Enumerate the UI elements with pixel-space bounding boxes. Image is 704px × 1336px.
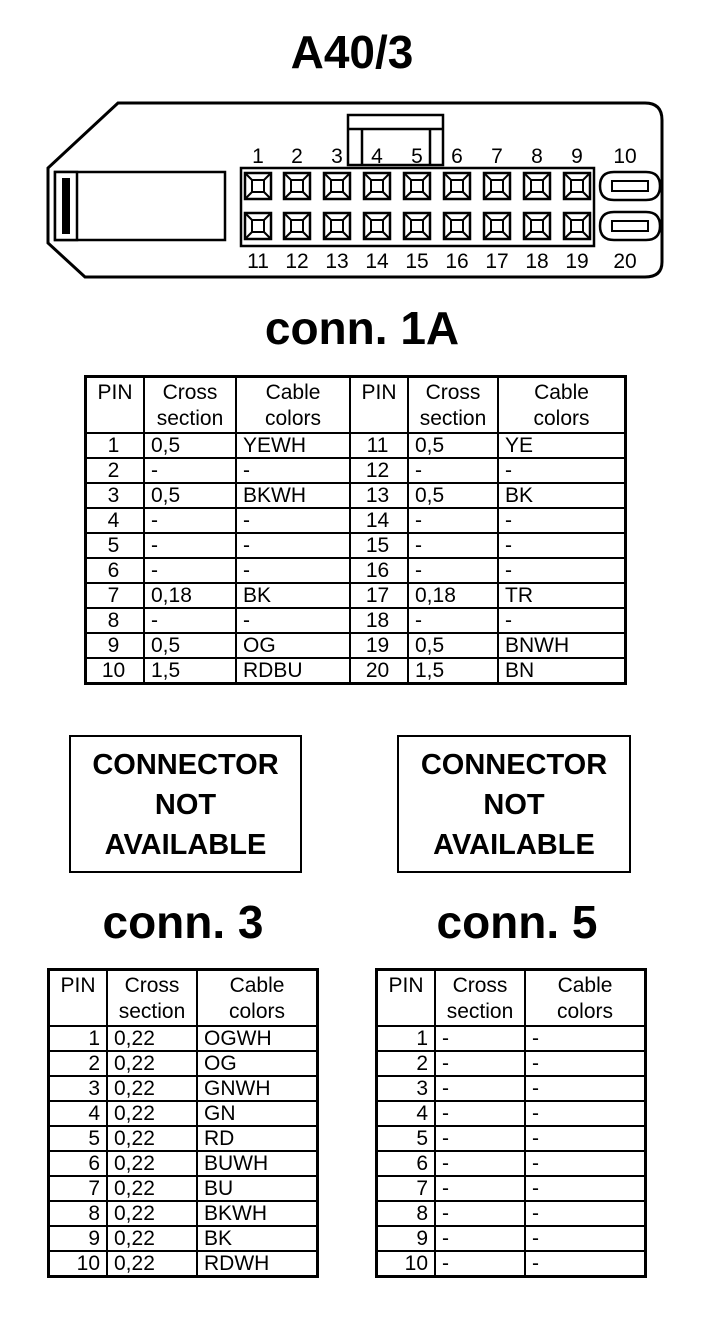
- pin-cell: 2: [86, 458, 145, 483]
- table-row: [49, 1176, 318, 1201]
- cable-color-cell: GNWH: [197, 1076, 318, 1101]
- cross-section-cell: -: [144, 558, 236, 583]
- pin-cell: 19: [350, 633, 408, 658]
- cable-color-cell: -: [498, 508, 626, 533]
- conn3-table: [47, 968, 319, 1278]
- pin-cell: 14: [350, 508, 408, 533]
- pin-cell: 16: [350, 558, 408, 583]
- cable-color-cell: TR: [498, 583, 626, 608]
- pin-cell: 4: [86, 508, 145, 533]
- table-row: [86, 608, 626, 633]
- pin-number-label: 17: [485, 250, 509, 273]
- cable-color-cell: -: [525, 1201, 646, 1226]
- pin-cell: 20: [350, 658, 408, 684]
- pin-cell: 9: [49, 1226, 108, 1251]
- pin-cell: 6: [86, 558, 145, 583]
- cross-section-cell: -: [435, 1201, 525, 1226]
- cross-section-cell: -: [144, 508, 236, 533]
- cross-section-cell: -: [408, 533, 498, 558]
- cross-section-cell: 0,5: [408, 433, 498, 458]
- colors-header-line1: Cable: [229, 974, 285, 997]
- cable-color-cell: BKWH: [197, 1201, 318, 1226]
- cable-color-cell: OGWH: [197, 1026, 318, 1051]
- colors-header-line2: colors: [556, 1000, 614, 1023]
- col-header-colors: [197, 970, 318, 1027]
- cross-section-cell: -: [408, 458, 498, 483]
- pin-cell: 2: [49, 1051, 108, 1076]
- pin-socket: [444, 213, 470, 239]
- conn5-table: [375, 968, 647, 1278]
- pin-number-label: 4: [371, 145, 383, 168]
- cross-section-cell: -: [435, 1251, 525, 1277]
- table-row: [377, 1151, 646, 1176]
- table-row: [86, 483, 626, 508]
- pin-socket: [364, 173, 390, 199]
- pin-socket: [404, 213, 430, 239]
- pin-cell: 1: [49, 1026, 108, 1051]
- pin-number-label: 1: [252, 145, 264, 168]
- cross-section-cell: -: [435, 1051, 525, 1076]
- cable-color-cell: RDWH: [197, 1251, 318, 1277]
- cross-section-cell: -: [408, 608, 498, 633]
- conn5-table-body: [377, 1026, 646, 1277]
- cable-color-cell: -: [525, 1151, 646, 1176]
- pin-cell: 6: [49, 1151, 108, 1176]
- pin-socket: [324, 213, 350, 239]
- cable-color-cell: -: [525, 1026, 646, 1051]
- cable-color-cell: -: [525, 1226, 646, 1251]
- cross-header-line2: section: [118, 1000, 186, 1023]
- cross-header-line2: section: [419, 407, 487, 430]
- pin-cell: 18: [350, 608, 408, 633]
- cross-section-cell: -: [408, 558, 498, 583]
- pin-grid: [245, 172, 660, 240]
- cable-color-cell: RDBU: [236, 658, 350, 684]
- power-pin-socket: [600, 172, 660, 200]
- cross-section-cell: -: [144, 458, 236, 483]
- cable-color-cell: -: [236, 508, 350, 533]
- table-row: [86, 633, 626, 658]
- cable-color-cell: -: [498, 608, 626, 633]
- pin-cell: 7: [377, 1176, 436, 1201]
- cross-section-cell: 0,5: [144, 433, 236, 458]
- table-row: [49, 1076, 318, 1101]
- cable-color-cell: BUWH: [197, 1151, 318, 1176]
- pin-number-label: 13: [325, 250, 349, 273]
- cross-section-cell: 0,5: [144, 633, 236, 658]
- page-title: A40/3: [290, 26, 414, 78]
- table-row: [86, 583, 626, 608]
- pin-number-label: 8: [531, 145, 543, 168]
- pin-number-label: 12: [285, 250, 309, 273]
- cross-section-cell: 1,5: [408, 658, 498, 684]
- cross-section-cell: -: [435, 1151, 525, 1176]
- cable-color-cell: YEWH: [236, 433, 350, 458]
- colors-header-line2: colors: [533, 407, 590, 430]
- pin-socket: [444, 173, 470, 199]
- cable-color-cell: -: [236, 458, 350, 483]
- pin-cell: 10: [86, 658, 145, 684]
- pin-cell: 11: [350, 433, 408, 458]
- cross-section-cell: 0,22: [107, 1101, 197, 1126]
- na-line-2: NOT: [154, 789, 217, 821]
- cross-section-cell: 0,22: [107, 1251, 197, 1277]
- na-line-1: CONNECTOR: [92, 749, 279, 781]
- pin-cell: 7: [86, 583, 145, 608]
- cross-section-cell: -: [435, 1026, 525, 1051]
- cable-color-cell: -: [525, 1051, 646, 1076]
- cable-color-cell: -: [498, 533, 626, 558]
- table-row: [49, 1251, 318, 1277]
- cable-color-cell: -: [236, 608, 350, 633]
- pin-cell: 7: [49, 1176, 108, 1201]
- na-line-3: AVAILABLE: [104, 829, 267, 861]
- col-header-pin: PIN: [86, 377, 145, 434]
- col-header-colors: [525, 970, 646, 1027]
- pin-cell: 1: [86, 433, 145, 458]
- cross-section-cell: -: [435, 1076, 525, 1101]
- pin-cell: 10: [49, 1251, 108, 1277]
- pin-number-label: 18: [525, 250, 549, 273]
- table-row: [377, 1026, 646, 1051]
- cross-section-cell: 0,22: [107, 1076, 197, 1101]
- pin-cell: 1: [377, 1026, 436, 1051]
- cable-color-cell: OG: [236, 633, 350, 658]
- pin-cell: 12: [350, 458, 408, 483]
- cross-header-line2: section: [446, 1000, 514, 1023]
- pin-cell: 3: [377, 1076, 436, 1101]
- table-row: [49, 1051, 318, 1076]
- col-header-cross: [144, 377, 236, 434]
- pin-cell: 8: [86, 608, 145, 633]
- col-header-colors: [236, 377, 350, 434]
- cross-section-cell: 0,5: [408, 483, 498, 508]
- table-row: [377, 1126, 646, 1151]
- pin-number-label: 15: [405, 250, 429, 273]
- cable-color-cell: -: [498, 458, 626, 483]
- conn3-heading: conn. 3: [102, 896, 264, 948]
- pin-socket: [284, 173, 310, 199]
- pin-cell: 2: [377, 1051, 436, 1076]
- col-header-pin: PIN: [49, 970, 108, 1027]
- table-row: [49, 1101, 318, 1126]
- pin-socket: [404, 173, 430, 199]
- cable-color-cell: BU: [197, 1176, 318, 1201]
- pin-socket: [284, 213, 310, 239]
- power-pin-socket: [600, 212, 660, 240]
- cross-section-cell: 0,18: [144, 583, 236, 608]
- cross-section-cell: 0,22: [107, 1151, 197, 1176]
- cross-section-cell: -: [144, 533, 236, 558]
- cable-color-cell: -: [525, 1126, 646, 1151]
- pin-cell: 5: [49, 1126, 108, 1151]
- cross-header-line1: Cross: [425, 381, 481, 404]
- table-row: [49, 1151, 318, 1176]
- cross-section-cell: -: [435, 1101, 525, 1126]
- pin-socket: [245, 173, 271, 199]
- cross-section-cell: 0,22: [107, 1126, 197, 1151]
- table-row: [86, 433, 626, 458]
- pin-number-label: 14: [365, 250, 389, 273]
- col-header-cross: [435, 970, 525, 1027]
- pin-cell: 3: [86, 483, 145, 508]
- pin-cell: 17: [350, 583, 408, 608]
- colors-header-line2: colors: [264, 407, 322, 430]
- cross-section-cell: 1,5: [144, 658, 236, 684]
- cross-section-cell: -: [408, 508, 498, 533]
- cross-section-cell: -: [435, 1176, 525, 1201]
- pin-cell: 9: [86, 633, 145, 658]
- pin-number-label: 5: [411, 145, 423, 168]
- pin-number-label: 20: [613, 250, 637, 273]
- pin-cell: 9: [377, 1226, 436, 1251]
- cable-color-cell: RD: [197, 1126, 318, 1151]
- na-line-3: AVAILABLE: [433, 829, 595, 861]
- table-row: [377, 1251, 646, 1277]
- table-row: [86, 458, 626, 483]
- na-line-1: CONNECTOR: [420, 749, 608, 781]
- cable-color-cell: BN: [498, 658, 626, 684]
- pin-cell: 8: [49, 1201, 108, 1226]
- cross-section-cell: 0,18: [408, 583, 498, 608]
- cross-header-line1: Cross: [124, 974, 180, 997]
- cross-section-cell: -: [435, 1226, 525, 1251]
- cross-section-cell: 0,22: [107, 1026, 197, 1051]
- pin-number-label: 3: [331, 145, 343, 168]
- colors-header-line1: Cable: [557, 974, 613, 997]
- cable-color-cell: BKWH: [236, 483, 350, 508]
- colors-header-line1: Cable: [534, 381, 589, 404]
- pin-number-label: 6: [451, 145, 463, 168]
- pin-socket: [484, 213, 510, 239]
- table-row: [49, 1126, 318, 1151]
- pin-socket: [564, 173, 590, 199]
- pin-socket: [564, 213, 590, 239]
- pin-number-label: 11: [247, 250, 269, 273]
- cross-header-line1: Cross: [452, 974, 508, 997]
- cable-color-cell: BK: [498, 483, 626, 508]
- pin-socket: [524, 173, 550, 199]
- conn1a-table-body: [86, 433, 626, 684]
- cable-color-cell: BK: [197, 1226, 318, 1251]
- conn1a-heading: conn. 1A: [264, 302, 460, 354]
- pin-socket: [364, 213, 390, 239]
- not-available-box-left: [69, 735, 302, 873]
- not-available-box-right: [397, 735, 631, 873]
- pin-cell: 3: [49, 1076, 108, 1101]
- pin-cell: 5: [86, 533, 145, 558]
- table-row: [377, 1176, 646, 1201]
- cross-header-line1: Cross: [162, 381, 218, 404]
- col-header-cross-2: [408, 377, 498, 434]
- table-row: [377, 1226, 646, 1251]
- pin-socket: [324, 173, 350, 199]
- pin-number-label: 16: [445, 250, 469, 273]
- cable-color-cell: -: [525, 1176, 646, 1201]
- table-row: [377, 1051, 646, 1076]
- conn1a-table: [84, 375, 627, 685]
- cross-header-line2: section: [156, 407, 224, 430]
- col-header-pin-2: PIN: [350, 377, 408, 434]
- pin-cell: 4: [377, 1101, 436, 1126]
- cable-color-cell: -: [498, 558, 626, 583]
- cable-color-cell: BNWH: [498, 633, 626, 658]
- colors-header-line2: colors: [228, 1000, 286, 1023]
- conn3-table-body: [49, 1026, 318, 1277]
- pin-number-label: 7: [491, 145, 503, 168]
- pin-cell: 15: [350, 533, 408, 558]
- table-row: [86, 658, 626, 684]
- col-header-colors-2: [498, 377, 626, 434]
- pin-cell: 10: [377, 1251, 436, 1277]
- table-row: [377, 1201, 646, 1226]
- cross-section-cell: 0,22: [107, 1201, 197, 1226]
- cross-section-cell: -: [435, 1126, 525, 1151]
- pin-cell: 6: [377, 1151, 436, 1176]
- cross-section-cell: 0,22: [107, 1226, 197, 1251]
- pin-number-label: 9: [571, 145, 583, 168]
- pin-number-label: 2: [291, 145, 303, 168]
- cable-color-cell: -: [236, 558, 350, 583]
- cross-section-cell: 0,22: [107, 1051, 197, 1076]
- pin-socket: [524, 213, 550, 239]
- pin-cell: 8: [377, 1201, 436, 1226]
- table-row: [86, 508, 626, 533]
- cable-color-cell: -: [525, 1076, 646, 1101]
- pin-socket: [245, 213, 271, 239]
- table-row: [86, 533, 626, 558]
- cross-section-cell: 0,22: [107, 1176, 197, 1201]
- table-row: [49, 1226, 318, 1251]
- table-row: [86, 558, 626, 583]
- pin-number-label: 10: [613, 145, 637, 168]
- cable-color-cell: -: [525, 1251, 646, 1277]
- pin-cell: 13: [350, 483, 408, 508]
- table-row: [377, 1076, 646, 1101]
- cable-color-cell: -: [236, 533, 350, 558]
- col-header-pin: PIN: [377, 970, 436, 1027]
- table-row: [377, 1101, 646, 1126]
- na-line-2: NOT: [483, 789, 545, 821]
- cable-color-cell: BK: [236, 583, 350, 608]
- cable-color-cell: YE: [498, 433, 626, 458]
- colors-header-line1: Cable: [265, 381, 321, 404]
- pin-cell: 4: [49, 1101, 108, 1126]
- pin-cell: 5: [377, 1126, 436, 1151]
- cable-color-cell: GN: [197, 1101, 318, 1126]
- conn5-heading: conn. 5: [436, 896, 598, 948]
- cable-color-cell: OG: [197, 1051, 318, 1076]
- cross-section-cell: 0,5: [144, 483, 236, 508]
- col-header-cross: [107, 970, 197, 1027]
- table-row: [49, 1026, 318, 1051]
- connector-diagram: [0, 0, 704, 300]
- cable-color-cell: -: [525, 1101, 646, 1126]
- pin-number-label: 19: [565, 250, 589, 273]
- pin-socket: [484, 173, 510, 199]
- table-row: [49, 1201, 318, 1226]
- cross-section-cell: 0,5: [408, 633, 498, 658]
- cross-section-cell: -: [144, 608, 236, 633]
